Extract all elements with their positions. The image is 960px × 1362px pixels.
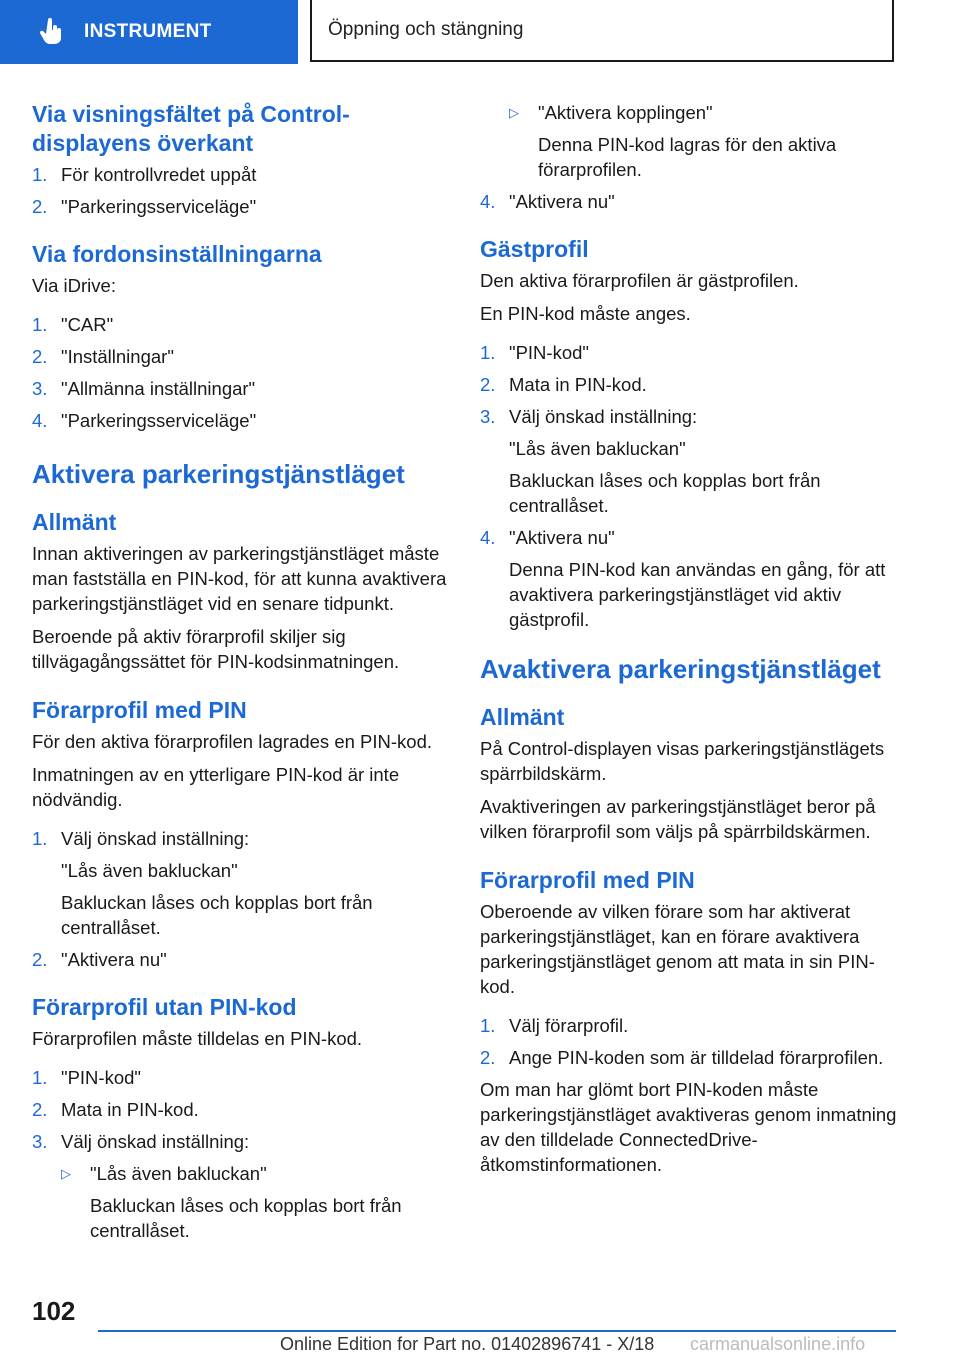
paragraph: Beroende på aktiv förarprofil skiljer sig tillvägagångssättet för PIN-kodsinmatningen. xyxy=(32,626,400,672)
heading-deactivate: Avaktivera parkeringstjänstläget xyxy=(480,654,881,684)
list-item: 2. "Inställningar" xyxy=(32,346,174,367)
paragraph: För den aktiva förarprofilen lagrades en PIN-kod. xyxy=(32,731,433,752)
section-header xyxy=(310,0,894,62)
list-item: 4. "Parkeringsserviceläge" xyxy=(32,410,257,431)
list-item: 3. "Allmänna inställningar" xyxy=(32,378,256,399)
list-subtext: "Lås även bakluckan" xyxy=(61,860,238,881)
list-item: 1. "PIN-kod" xyxy=(480,342,589,363)
heading-general: Allmänt xyxy=(480,704,565,730)
list-item: 1. För kontrollvredet uppåt xyxy=(32,164,257,185)
paragraph: Avaktiveringen av parkeringstjänstläget beror på vilken förarprofil som väljs på spärrbildskärmen. xyxy=(480,796,876,842)
heading-general: Allmänt xyxy=(32,509,117,535)
list-subtext: Bakluckan låses och kopplas bort från centrallåset. xyxy=(61,892,373,938)
paragraph: Via iDrive: xyxy=(32,275,116,296)
paragraph: Innan aktiveringen av parkeringstjänstläget måste man fastställa en PIN-kod, för att kunna avaktivera parkeringstjänstläget vid en senare tidpunkt. xyxy=(32,543,447,614)
footer-divider xyxy=(98,1330,896,1332)
hand-pointer-icon xyxy=(36,17,66,47)
list-item: 4. "Aktivera nu" xyxy=(480,527,615,548)
heading-profile-with-pin: Förarprofil med PIN xyxy=(480,867,695,893)
bullet-subtext: Denna PIN-kod lagras för den aktiva förarprofilen. xyxy=(538,134,837,180)
heading-guest-profile: Gästprofil xyxy=(480,236,589,262)
list-item: 4. "Aktivera nu" xyxy=(480,191,615,212)
list-item: 2. Mata in PIN-kod. xyxy=(480,374,647,395)
bullet-subtext: Bakluckan låses och kopplas bort från centrallåset. xyxy=(90,1195,402,1241)
list-subtext: Denna PIN-kod kan användas en gång, för att avaktivera parkeringstjänstläget vid aktiv gästprofil. xyxy=(509,559,886,630)
left-column xyxy=(32,100,450,1250)
list-item: 2. "Aktivera nu" xyxy=(32,949,167,970)
bullet-item: ▷ "Aktivera kopplingen" xyxy=(480,100,898,125)
paragraph: Oberoende av vilken förare som har aktiverat parkeringstjänstläget, kan en förare avaktivera parkeringstjänstläget genom att mata in sin PIN-kod. xyxy=(480,901,875,997)
list-item: 3. Välj önskad inställning: xyxy=(480,406,698,427)
list-item: 2. "Parkeringsserviceläge" xyxy=(32,196,257,217)
paragraph: Inmatningen av en ytterligare PIN-kod är inte nödvändig. xyxy=(32,764,400,810)
list-item: 2. Mata in PIN-kod. xyxy=(32,1099,199,1120)
triangle-bullet-icon xyxy=(480,100,509,125)
paragraph: En PIN-kod måste anges. xyxy=(480,303,691,324)
chapter-tab-label: INSTRUMENT xyxy=(84,21,212,42)
paragraph: Den aktiva förarprofilen är gästprofilen. xyxy=(480,270,799,291)
section-title: Öppning och stängning xyxy=(328,19,524,40)
paragraph: På Control-displayen visas parkeringstjänstlägets spärrbildskärm. xyxy=(480,738,885,784)
list-subtext: Bakluckan låses och kopplas bort från centrallåset. xyxy=(509,470,821,516)
triangle-bullet-icon: ▷ xyxy=(61,1166,71,1181)
heading-profile-with-pin: Förarprofil med PIN xyxy=(32,697,247,723)
chapter-tab[interactable] xyxy=(0,0,298,64)
list-item: 1. Välj förarprofil. xyxy=(480,1015,629,1036)
triangle-bullet-icon: ▷ xyxy=(509,105,519,120)
list-item: 1. "PIN-kod" xyxy=(32,1067,141,1088)
heading-control-display: Via visningsfältet på Control-displayens överkant xyxy=(32,101,350,156)
list-item: 1. "CAR" xyxy=(32,314,114,335)
heading-activate: Aktivera parkeringstjänstläget xyxy=(32,459,405,489)
heading-vehicle-settings: Via fordonsinställningarna xyxy=(32,241,322,267)
edition-text: Online Edition for Part no. 01402896741 - X/18 xyxy=(280,1334,655,1354)
page-number: 102 xyxy=(32,1296,76,1326)
list-item: 2. Ange PIN-koden som är tilldelad förarprofilen. xyxy=(480,1047,884,1068)
paragraph: Om man har glömt bort PIN-koden måste parkeringstjänstläget avaktiveras genom inmatning av den tilldelade ConnectedDrive-åtkomstinformationen. xyxy=(480,1079,897,1175)
heading-profile-without-pin: Förarprofil utan PIN-kod xyxy=(32,994,297,1020)
watermark: carmanualsonline.info xyxy=(690,1334,866,1354)
list-item: 3. Välj önskad inställning: xyxy=(32,1131,250,1152)
list-subtext: "Lås även bakluckan" xyxy=(509,438,686,459)
list-item: 1. Välj önskad inställning: xyxy=(32,828,250,849)
bullet-item: ▷ "Lås även bakluckan" xyxy=(61,1163,267,1184)
right-column xyxy=(480,100,898,1185)
paragraph: Förarprofilen måste tilldelas en PIN-kod. xyxy=(32,1028,363,1049)
